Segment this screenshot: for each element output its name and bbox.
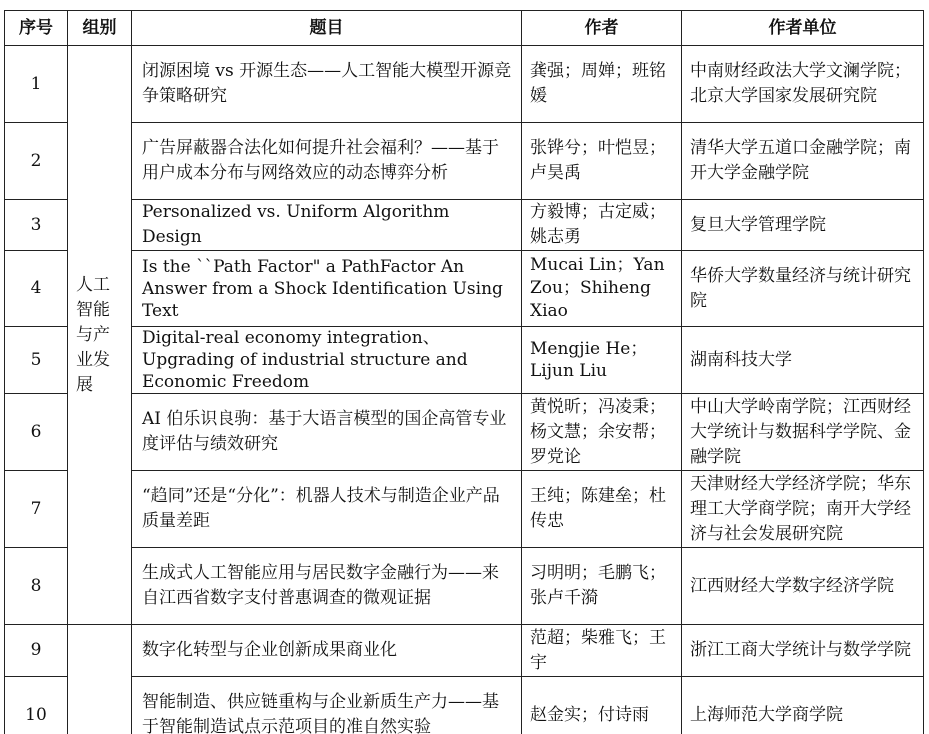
header-no: 序号 <box>5 11 68 46</box>
author-affiliation: 复旦大学管理学院 <box>682 200 924 251</box>
author-affiliation: 江西财经大学数字经济学院 <box>682 548 924 625</box>
header-author: 作者 <box>522 11 682 46</box>
author-affiliation: 中南财经政法大学文澜学院；北京大学国家发展研究院 <box>682 46 924 123</box>
paper-title: 智能制造、供应链重构与企业新质生产力——基于智能制造试点示范项目的准自然实验 <box>132 677 522 734</box>
table-row <box>5 677 924 734</box>
table-row <box>5 471 924 548</box>
row-number: 5 <box>5 327 68 394</box>
paper-title: 闭源困境 vs 开源生态——人工智能大模型开源竞争策略研究 <box>132 46 522 123</box>
paper-authors: 习明明；毛鹏飞；张卢千漪 <box>522 548 682 625</box>
row-number: 2 <box>5 123 68 200</box>
paper-title: 广告屏蔽器合法化如何提升社会福利？——基于用户成本分布与网络效应的动态博弈分析 <box>132 123 522 200</box>
paper-title: 数字化转型与企业创新成果商业化 <box>132 625 522 677</box>
paper-title: Personalized vs. Uniform Algorithm Design <box>132 200 522 251</box>
paper-authors: 王纯；陈建垒；杜传忠 <box>522 471 682 548</box>
author-affiliation: 华侨大学数量经济与统计研究院 <box>682 251 924 327</box>
paper-authors: 赵金实；付诗雨 <box>522 677 682 734</box>
paper-authors: 黄悦昕；冯凌秉；杨文慧；余安帮；罗党论 <box>522 394 682 471</box>
paper-title: Is the ``Path Factor" a PathFactor An Answer from a Shock Identification Using Text <box>132 251 522 327</box>
paper-authors: Mucai Lin；Yan Zou；Shiheng Xiao <box>522 251 682 327</box>
paper-authors: 方毅博；古定威；姚志勇 <box>522 200 682 251</box>
paper-title: AI 伯乐识良驹：基于大语言模型的国企高管专业度评估与绩效研究 <box>132 394 522 471</box>
header-group: 组别 <box>68 11 132 46</box>
row-number: 8 <box>5 548 68 625</box>
author-affiliation: 上海师范大学商学院 <box>682 677 924 734</box>
author-affiliation: 中山大学岭南学院；江西财经大学统计与数据科学学院、金融学院 <box>682 394 924 471</box>
author-affiliation: 湖南科技大学 <box>682 327 924 394</box>
paper-title: Digital-real economy integration、Upgrading of industrial structure and Economic Freedom <box>132 327 522 394</box>
table-row <box>5 251 924 327</box>
paper-authors: 范超；柴雅飞；王宇 <box>522 625 682 677</box>
table-header-row <box>5 11 924 46</box>
row-number: 4 <box>5 251 68 327</box>
row-number: 3 <box>5 200 68 251</box>
table-row <box>5 394 924 471</box>
table-row <box>5 548 924 625</box>
paper-list-table <box>4 10 924 734</box>
group-label: 人工智能与产业发展 <box>76 274 110 395</box>
author-affiliation: 清华大学五道口金融学院；南开大学金融学院 <box>682 123 924 200</box>
paper-title: “趋同”还是“分化”：机器人技术与制造企业产品质量差距 <box>132 471 522 548</box>
table-row <box>5 123 924 200</box>
paper-authors: Mengjie He；Lijun Liu <box>522 327 682 394</box>
author-affiliation: 天津财经大学经济学院；华东理工大学商学院；南开大学经济与社会发展研究院 <box>682 471 924 548</box>
paper-authors: 张铧兮；叶恺昱；卢昊禹 <box>522 123 682 200</box>
row-number: 7 <box>5 471 68 548</box>
header-title: 题目 <box>132 11 522 46</box>
row-number: 6 <box>5 394 68 471</box>
group-cell <box>68 46 132 625</box>
author-affiliation: 浙江工商大学统计与数学学院 <box>682 625 924 677</box>
row-number: 1 <box>5 46 68 123</box>
table-row <box>5 200 924 251</box>
table-row <box>5 46 924 123</box>
paper-title: 生成式人工智能应用与居民数字金融行为——来自江西省数字支付普惠调查的微观证据 <box>132 548 522 625</box>
paper-authors: 龚强；周婵；班铭媛 <box>522 46 682 123</box>
table-row <box>5 327 924 394</box>
header-unit: 作者单位 <box>682 11 924 46</box>
row-number: 10 <box>5 677 68 734</box>
group-cell-continued <box>68 625 132 734</box>
row-number: 9 <box>5 625 68 677</box>
table-row <box>5 625 924 677</box>
